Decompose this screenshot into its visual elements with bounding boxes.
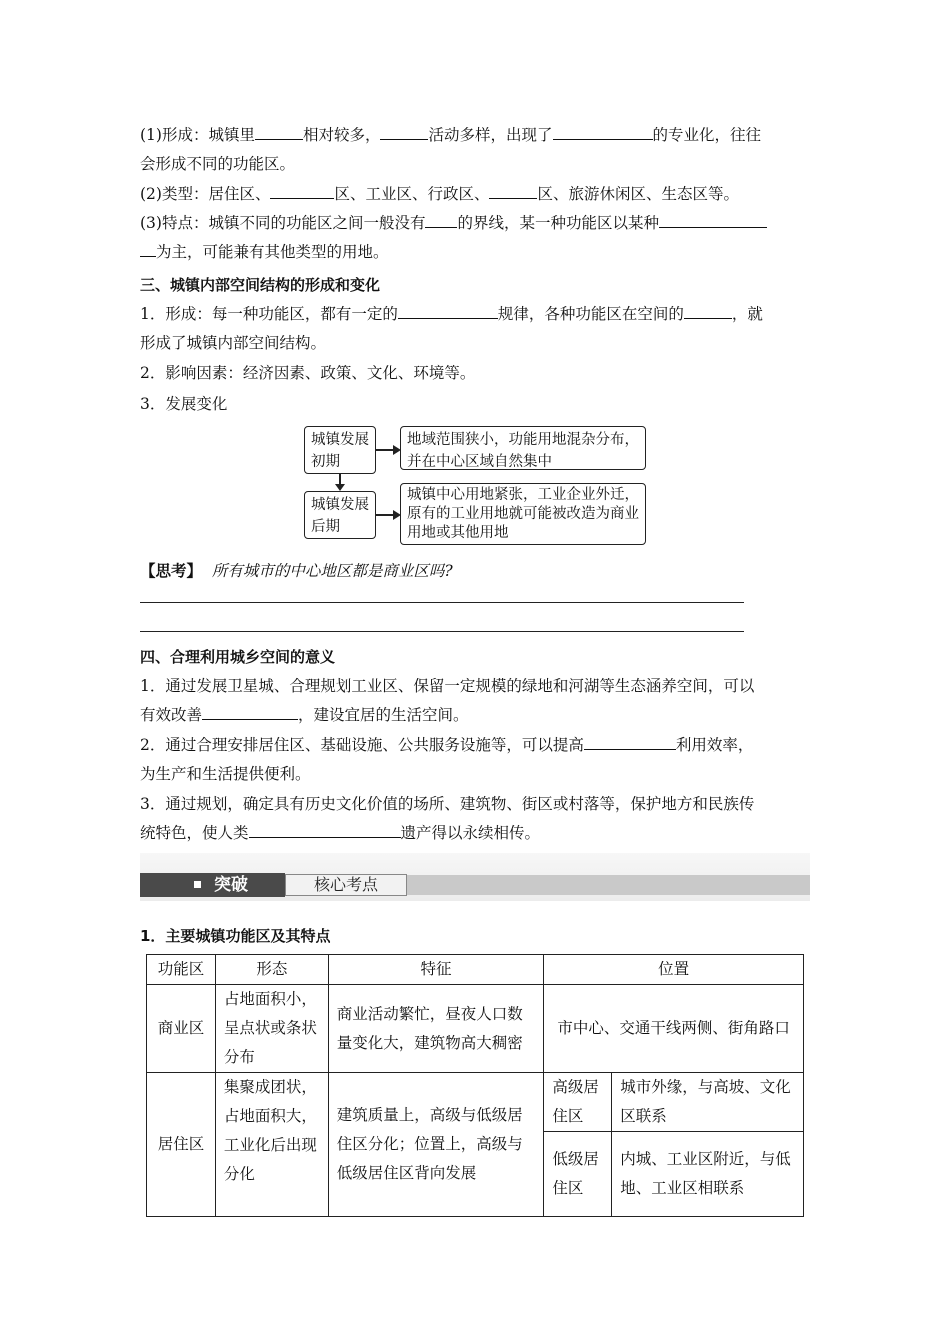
text: 区、工业区、行政区、 [334, 185, 490, 203]
text: (1)形成：城镇里 [140, 126, 255, 144]
function-zone-table [146, 954, 804, 1217]
text: 相对较多， [302, 126, 381, 144]
fill-blank[interactable] [270, 180, 334, 199]
banner-label-dark [140, 873, 285, 897]
text: 有效改善 [140, 706, 203, 724]
cell: 城市外缘，与高坡、文化区联系 [612, 1073, 804, 1132]
header-cell: 形态 [215, 955, 328, 985]
text: 区、旅游休闲区、生态区等。 [537, 185, 739, 203]
answer-line[interactable] [140, 602, 744, 603]
text: 为主，可能兼有其他类型的用地。 [156, 243, 389, 261]
cell: 高级居住区 [544, 1073, 612, 1132]
text: 的界线，某一种功能区以某种 [457, 214, 659, 232]
square-icon [194, 881, 201, 888]
text: 规律，各种功能区在空间的 [497, 305, 684, 323]
think-label: 【思考】 [140, 561, 203, 580]
text: 1．形成：每一种功能区，都有一定的 [140, 305, 398, 323]
text: (2)类型：居住区、 [140, 185, 271, 203]
cell: 占地面积小，呈点状或条状分布 [215, 985, 328, 1073]
arrow-right-icon [393, 445, 401, 455]
text: 为生产和生活提供便利。 [140, 765, 311, 783]
fill-blank[interactable] [425, 209, 457, 228]
banner-text: 突破 [214, 875, 248, 895]
cell: 集聚成团状，占地面积大，工业化后出现分化 [215, 1073, 328, 1217]
think-question [140, 556, 812, 586]
header-cell: 位置 [544, 955, 804, 985]
arrow-line [376, 449, 394, 451]
fill-blank[interactable] [584, 731, 676, 750]
paragraph-development: 3．发展变化 [140, 395, 228, 413]
flow-box-late: 城镇发展后期 [304, 491, 376, 539]
cell: 居住区 [147, 1073, 216, 1217]
fill-blank[interactable] [684, 300, 732, 319]
fill-blank[interactable] [140, 238, 156, 257]
arrow-down-icon [335, 484, 345, 491]
cell: 内城、工业区附近，与低地、工业区相联系 [612, 1132, 804, 1217]
cell: 低级居住区 [544, 1132, 612, 1217]
table-row [147, 985, 804, 1073]
cell: 商业活动繁忙，昼夜人口数量变化大，建筑物高大稠密 [328, 985, 544, 1073]
flow-box-early: 城镇发展初期 [304, 426, 376, 474]
table-title: 1．主要城镇功能区及其特点 [140, 927, 331, 945]
answer-line[interactable] [140, 631, 744, 632]
text: 会形成不同的功能区。 [140, 155, 296, 173]
text: ，建设宜居的生活空间。 [298, 706, 469, 724]
text: 的专业化，往往 [652, 126, 762, 144]
paragraph-meaning-2 [140, 731, 812, 789]
cell: 市中心、交通干线两侧、街角路口 [544, 985, 804, 1073]
text: 活动多样，出现了 [428, 126, 553, 144]
paragraph-formation [140, 121, 812, 179]
flow-box-early-desc: 地域范围狭小，功能用地混杂分布，并在中心区域自然集中 [400, 426, 646, 470]
fill-blank[interactable] [202, 701, 298, 720]
arrow-line [376, 514, 394, 516]
table-row [147, 1073, 804, 1132]
paragraph-structure-formation [140, 300, 812, 358]
fill-blank[interactable] [489, 180, 537, 199]
text: ，就 [731, 305, 763, 323]
fill-blank[interactable] [398, 300, 498, 319]
text: 统特色，使人类 [140, 824, 249, 842]
text: 遗产得以永续相传。 [400, 824, 541, 842]
banner-label-light: 核心考点 [285, 874, 407, 896]
fill-blank[interactable] [659, 209, 767, 228]
fill-blank[interactable] [255, 121, 303, 140]
header-cell: 特征 [328, 955, 544, 985]
text: 3．通过规划，确定具有历史文化价值的场所、建筑物、街区或村落等，保护地方和民族传 [140, 795, 755, 813]
cell: 商业区 [147, 985, 216, 1073]
paragraph-features [140, 209, 812, 267]
fill-blank[interactable] [380, 121, 428, 140]
text: 1．通过发展卫星城、合理规划工业区、保留一定规模的绿地和河湖等生态涵养空间，可以 [140, 677, 755, 695]
header-cell: 功能区 [147, 955, 216, 985]
arrow-right-icon [393, 510, 401, 520]
fill-blank[interactable] [249, 819, 401, 838]
think-text: 所有城市的中心地区都是商业区吗? [211, 562, 453, 580]
section-heading-4: 四、合理利用城乡空间的意义 [140, 648, 336, 666]
cell: 建筑质量上，高级与低级居住区分化；位置上，高级与低级居住区背向发展 [328, 1073, 544, 1217]
paragraph-types [140, 180, 812, 209]
text: 2．通过合理安排居住区、基础设施、公共服务设施等，可以提高 [140, 736, 584, 754]
paragraph-factors: 2．影响因素：经济因素、政策、文化、环境等。 [140, 364, 476, 382]
text: 形成了城镇内部空间结构。 [140, 334, 327, 352]
flow-box-late-desc: 城镇中心用地紧张，工业企业外迁，原有的工业用地就可能被改造为商业用地或其他用地 [400, 483, 646, 545]
paragraph-meaning-1 [140, 672, 812, 730]
section-heading-3: 三、城镇内部空间结构的形成和变化 [140, 276, 381, 294]
paragraph-meaning-3 [140, 790, 812, 848]
table-header-row [147, 955, 804, 985]
section-banner [140, 853, 810, 901]
text: (3)特点：城镇不同的功能区之间一般没有 [140, 214, 426, 232]
fill-blank[interactable] [553, 121, 653, 140]
text: 利用效率， [675, 736, 754, 754]
